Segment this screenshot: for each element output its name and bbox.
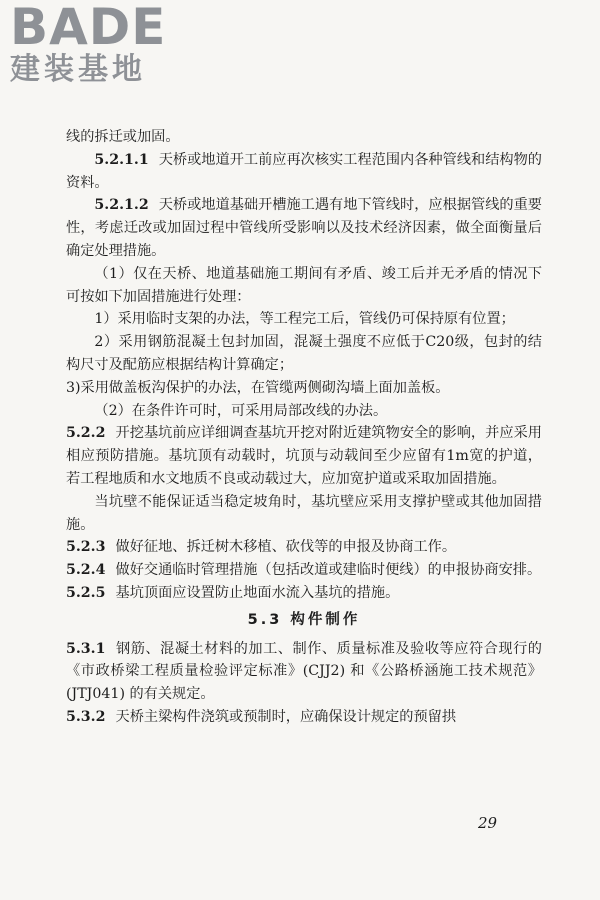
clause-5-2-5: 5.2.5 基坑顶面应设置防止地面水流入基坑的措施。 [66,584,400,601]
page-number: 29 [478,814,498,832]
logo-subtitle: 建装基地 [10,52,146,87]
paragraph: （2）在条件许可时，可采用局部改线的办法。 [94,402,388,419]
clause-5-3-2: 5.3.2 天桥主梁构件浇筑或预制时，应确保设计规定的预留拱 [66,708,457,725]
clause-number: 5.2.5 [66,584,106,601]
paragraph: 2）采用钢筋混凝土包封加固，混凝土强度不应低于C20级，包封的结构尺寸及配筋应根据结构计算确定； [66,334,542,373]
section-title: 5.3 构件制作 [247,611,361,628]
logo-text: BADE [10,0,167,56]
paragraph: 当坑壁不能保证适当稳定坡角时，基坑壁应采用支撑护壁或其他加固措施。 [66,493,542,533]
clause-5-2-4: 5.2.4 做好交通临时管理措施（包括改道或建临时便线）的申报协商安排。 [66,562,542,579]
clause-number: 5.3.1 [66,640,106,657]
clause-number: 5.2.4 [66,562,106,579]
clause-5-2-3: 5.2.3 做好征地、拆迁树木移植、砍伐等的申报及协商工作。 [66,539,457,556]
clause-5-3-1: 5.3.1 钢筋、混凝土材料的加工、制作、质量标准及验收等应符合现行的《市政桥梁工程质量检验评定标准》(CJJ2) 和《公路桥涵施工技术规范》(JTJ041) 的有关规定。 [66,640,542,703]
clause-5-2-1-2: 5.2.1.2 天桥或地道基础开槽施工遇有地下管线时，应根据管线的重要性，考虑迁改或加固过程中管线所受影响以及技术经济因素，做全面衡量后确定处理措施。 [66,197,542,259]
clause-number: 5.3.2 [66,708,106,725]
clause-number: 5.2.2 [66,425,106,442]
paragraph: 线的拆迁或加固。 [66,129,180,145]
clause-5-2-2: 5.2.2 开挖基坑前应详细调查基坑开挖对附近建筑物安全的影响，并应采用相应预防措施。基坑顶有动载时，坑顶与动载间至少应留有1m宽的护道，若工程地质和水文地质不良或动载过大，应加宽护道或采取加固措施。 [66,425,542,487]
clause-number: 5.2.1.2 [94,197,149,214]
clause-number: 5.2.3 [66,539,106,556]
paragraph: 3)采用做盖板沟保护的办法，在管缆两侧砌沟墙上面加盖板。 [66,379,450,396]
paragraph: （1）仅在天桥、地道基础施工期间有矛盾、竣工后并无矛盾的情况下可按如下加固措施进行处理： [66,265,542,305]
clause-number: 5.2.1.1 [94,151,149,168]
clause-5-2-1-1: 5.2.1.1 天桥或地道开工前应再次核实工程范围内各种管线和结构物的资料。 [66,151,542,191]
paragraph: 1）采用临时支架的办法，等工程完工后，管线仍可保持原有位置； [94,311,515,328]
document-body [66,126,542,729]
logo [10,2,166,86]
